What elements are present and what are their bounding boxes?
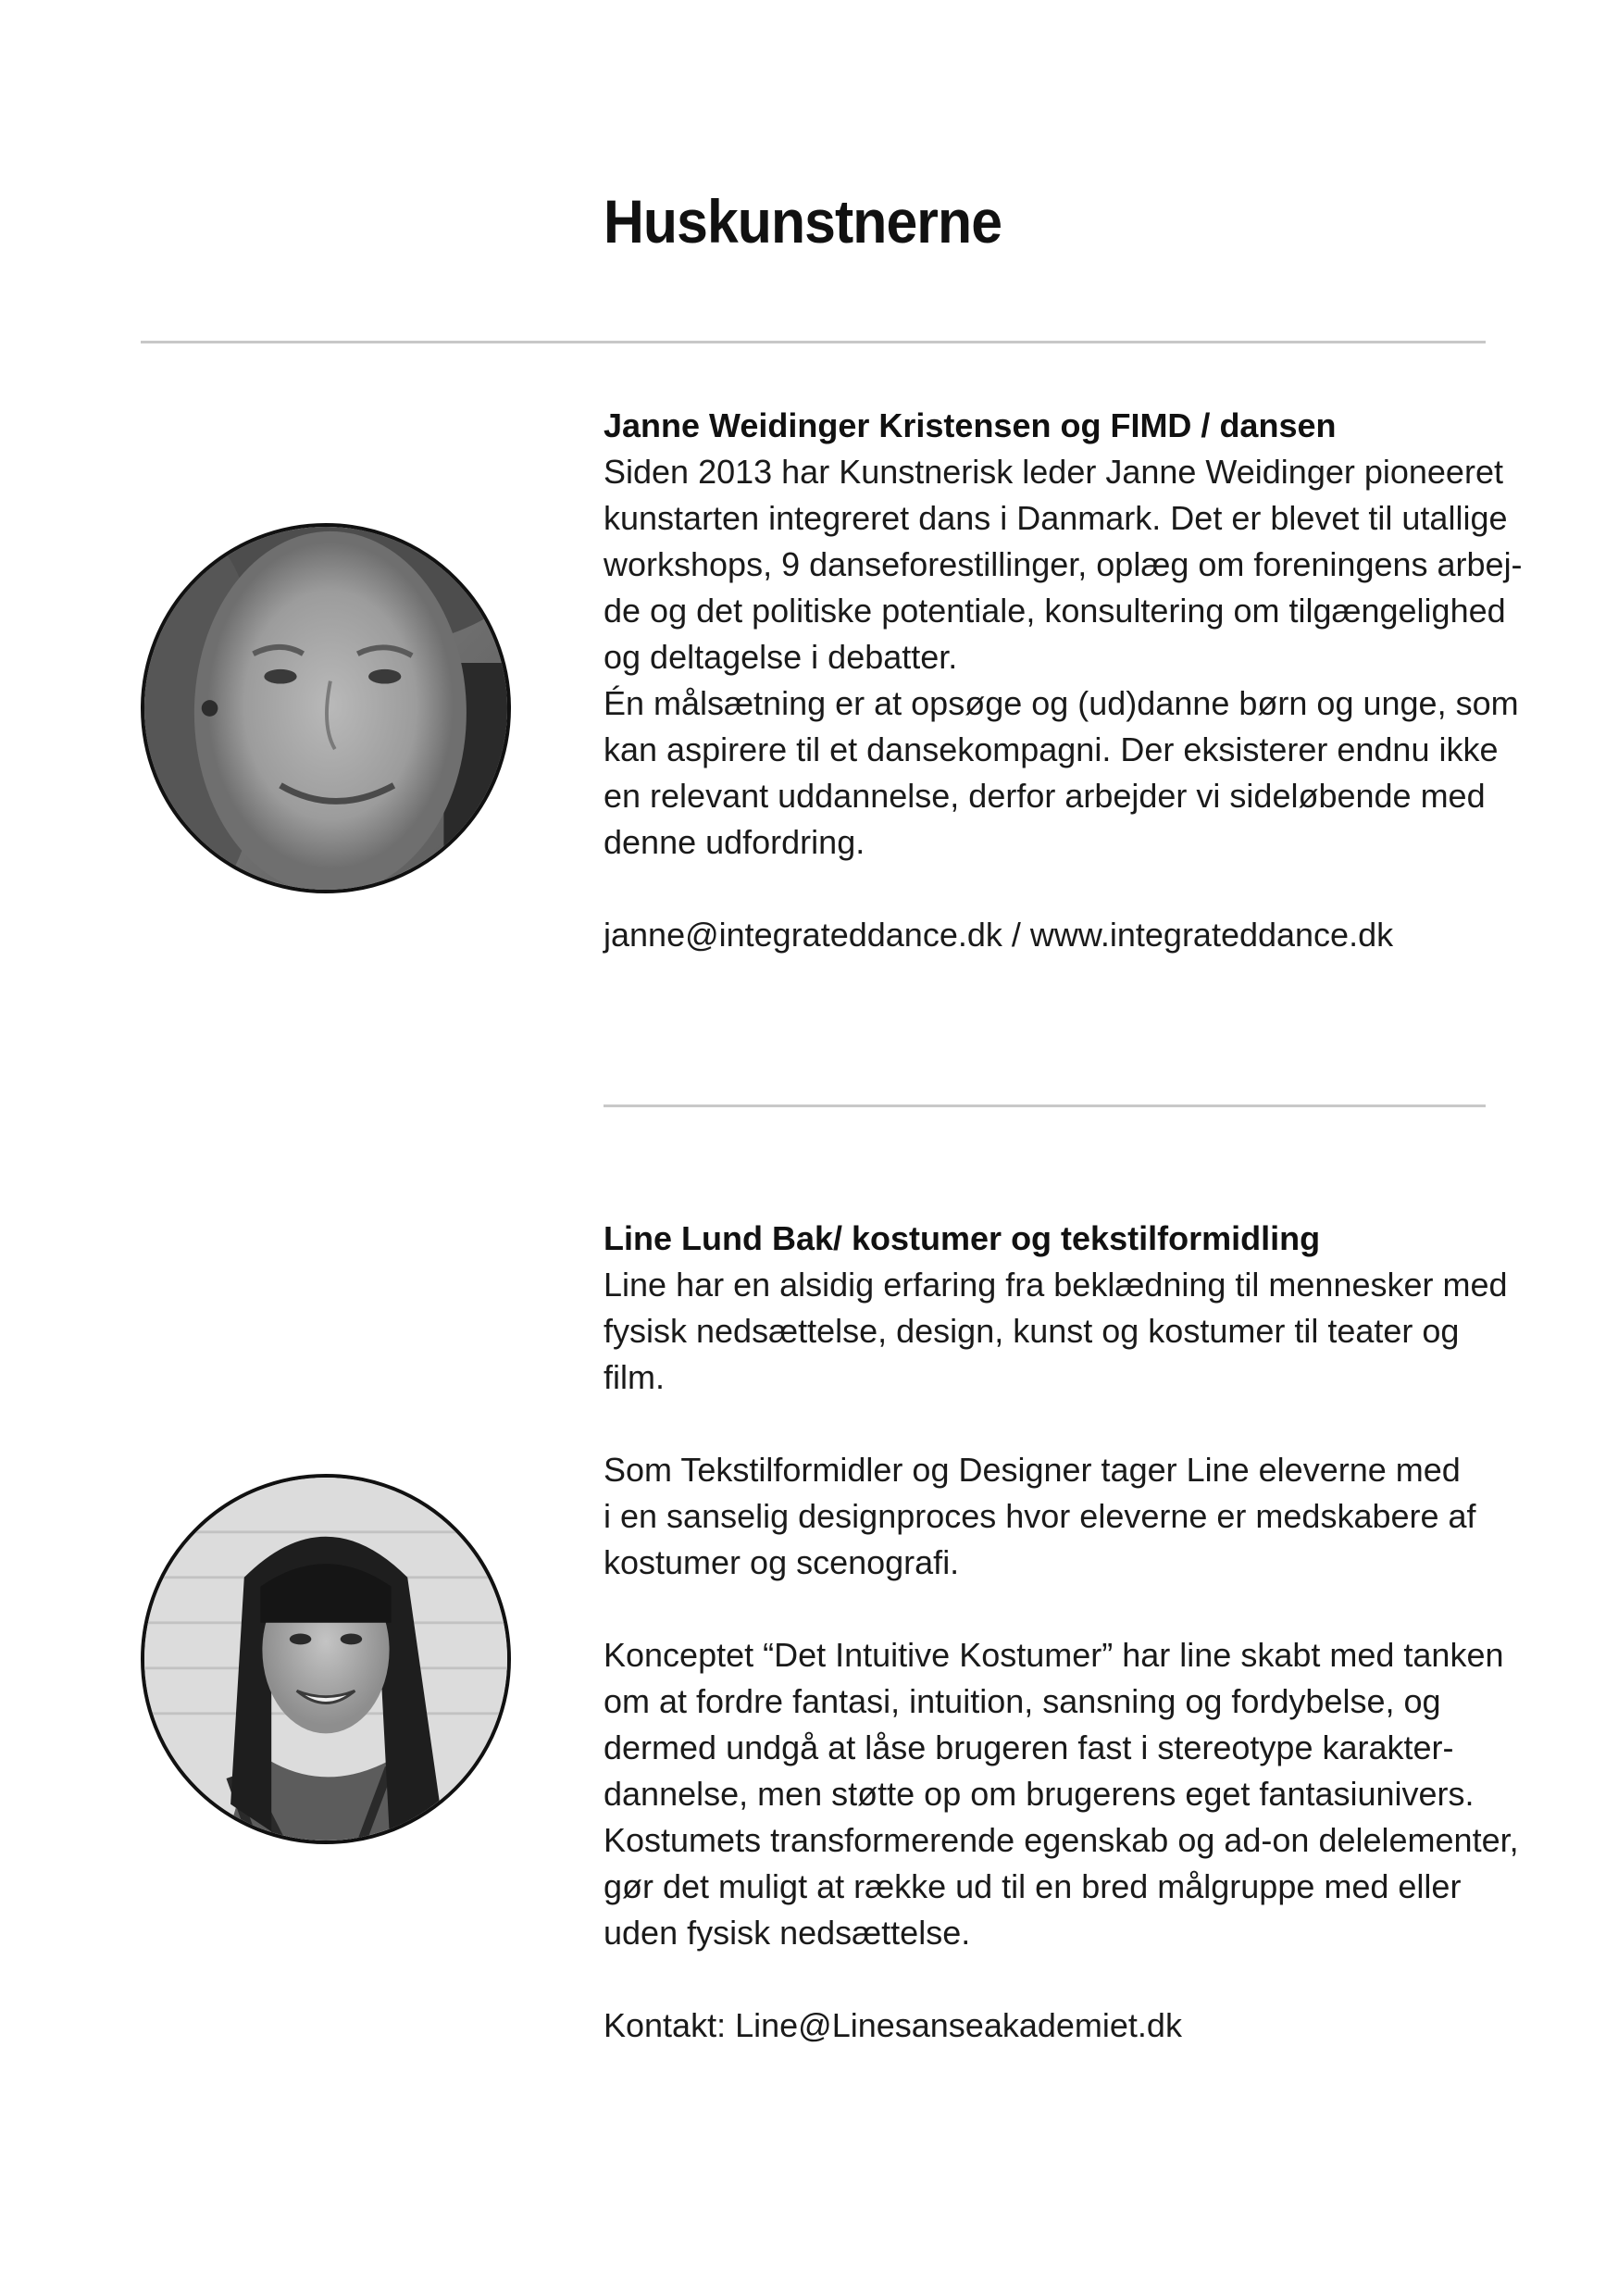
artist-2-text-line: uden fysisk nedsættelse. [604,1914,971,1952]
artist-1-section [604,403,1523,958]
artist-2-section [604,1216,1519,2049]
artist-1-text-line: Én målsætning er at opsøge og (ud)danne børn og unge, som [604,684,1519,722]
artist-1-text-line: og deltagelse i debatter. [604,638,958,676]
artist-2-text-line: kostumer og scenografi. [604,1543,960,1581]
artist-1-text-line: Siden 2013 har Kunstnerisk leder Janne Weidinger pioneeret [604,453,1503,491]
portrait-photo-line [141,1474,511,1844]
artist-2-text-line: Kostumets transformerende egenskab og ad-on delelementer, [604,1821,1519,1859]
divider-middle [604,1104,1486,1107]
artist-2-text-line: gør det muligt at række ud til en bred målgruppe med eller [604,1867,1462,1905]
portrait-image [144,1478,507,1841]
artist-1-contact[interactable]: janne@integrateddance.dk / www.integrateddance.dk [604,916,1394,954]
page-title: Huskunstnerne [604,187,1002,256]
artist-2-text-line: dannelse, men støtte op om brugerens eget fantasiunivers. [604,1775,1475,1813]
artist-2-text-line: film. [604,1358,665,1396]
artist-1-text-line: kunstarten integreret dans i Danmark. Det er blevet til utallige [604,499,1508,537]
paragraph-gap [604,1586,1492,1632]
artist-2-text-line: Som Tekstilformidler og Designer tager Line eleverne med [604,1451,1461,1489]
artist-1-text-line: kan aspirere til et dansekompagni. Der eksisterer endnu ikke [604,730,1499,768]
paragraph-gap [604,866,1492,912]
artist-1-heading: Janne Weidinger Kristensen og FIMD / dansen [604,406,1337,444]
artist-2-text-line: om at fordre fantasi, intuition, sansning og fordybelse, og [604,1682,1441,1720]
artist-1-text-line: en relevant uddannelse, derfor arbejder vi sideløbende med [604,777,1486,815]
divider-top [141,341,1486,343]
artist-2-heading: Line Lund Bak/ kostumer og tekstilformidling [604,1219,1321,1257]
artist-1-text-line: workshops, 9 danseforestillinger, oplæg om foreningens arbej- [604,545,1523,583]
portrait-photo-janne [141,523,511,893]
artist-1-text-line: denne udfordring. [604,823,865,861]
artist-2-text-line: Line har en alsidig erfaring fra beklædning til mennesker med [604,1266,1508,1304]
paragraph-gap [604,1956,1492,2003]
portrait-image [144,527,507,890]
artist-2-contact[interactable]: Kontakt: Line@Linesanseakademiet.dk [604,2006,1182,2044]
artist-2-text-line: i en sanselig designproces hvor eleverne er medskabere af [604,1497,1476,1535]
paragraph-gap [604,1401,1492,1447]
artist-1-text-line: de og det politiske potentiale, konsultering om tilgængelighed [604,592,1506,630]
artist-2-text-line: dermed undgå at låse brugeren fast i stereotype karakter- [604,1728,1454,1766]
artist-2-text-line: Konceptet “Det Intuitive Kostumer” har line skabt med tanken [604,1636,1504,1674]
artist-2-text-line: fysisk nedsættelse, design, kunst og kostumer til teater og [604,1312,1460,1350]
